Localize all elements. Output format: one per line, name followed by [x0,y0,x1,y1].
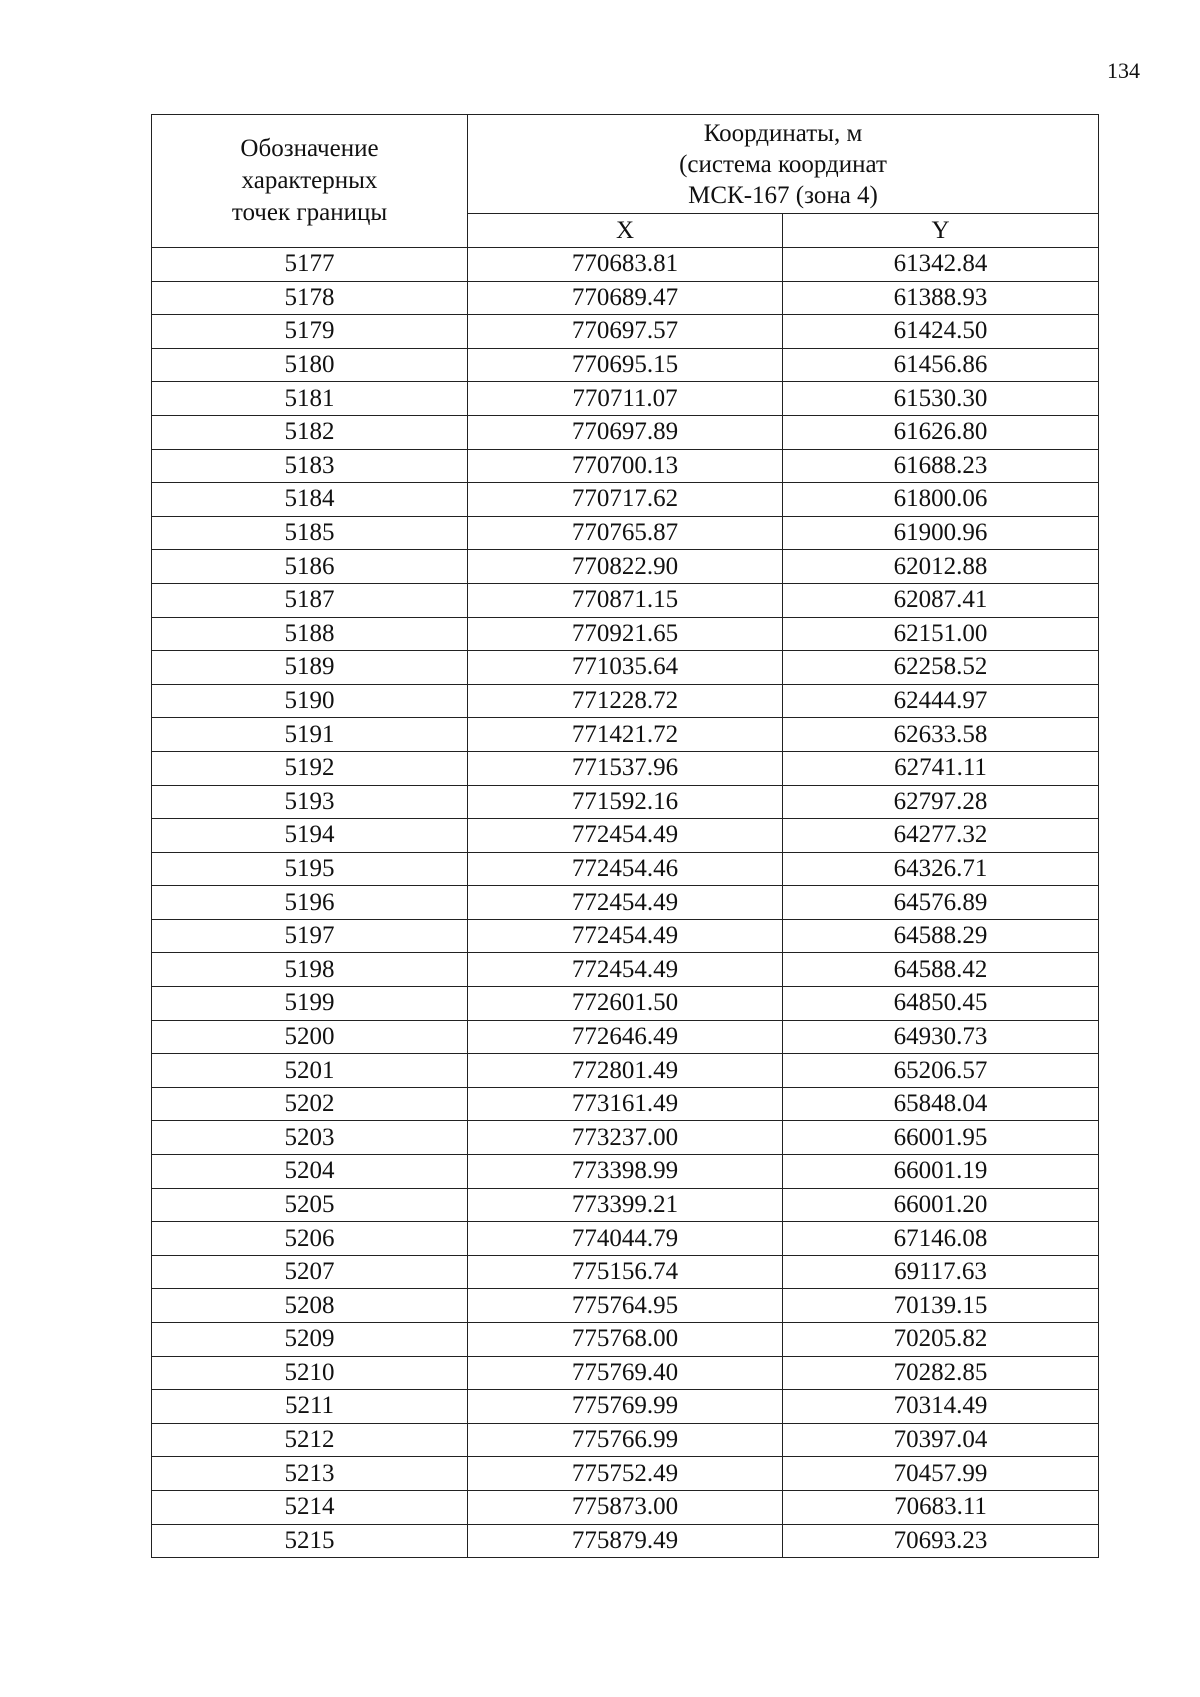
x-coordinate-cell: 773161.49 [468,1087,783,1121]
point-id-cell: 5193 [152,785,468,819]
point-id-cell: 5180 [152,348,468,382]
y-coordinate-cell: 62633.58 [783,718,1099,752]
x-coordinate-cell: 775768.00 [468,1323,783,1357]
y-coordinate-cell: 70314.49 [783,1390,1099,1424]
y-coordinate-cell: 70282.85 [783,1356,1099,1390]
x-coordinate-cell: 770822.90 [468,550,783,584]
point-id-cell: 5195 [152,852,468,886]
table-row [152,617,1099,651]
point-id-cell: 5194 [152,819,468,853]
x-coordinate-cell: 770711.07 [468,382,783,416]
table-row [152,785,1099,819]
page-number: 134 [1107,58,1140,83]
point-id-cell: 5210 [152,1356,468,1390]
x-coordinate-cell: 775769.40 [468,1356,783,1390]
y-coordinate-cell: 61424.50 [783,315,1099,349]
y-column-header: Y [783,214,1099,248]
x-coordinate-cell: 770921.65 [468,617,783,651]
table-row [152,919,1099,953]
table-row [152,1255,1099,1289]
y-coordinate-cell: 66001.95 [783,1121,1099,1155]
x-coordinate-cell: 771537.96 [468,751,783,785]
point-id-cell: 5186 [152,550,468,584]
point-id-cell: 5215 [152,1524,468,1558]
x-coordinate-cell: 775873.00 [468,1490,783,1524]
point-id-cell: 5207 [152,1255,468,1289]
point-id-cell: 5206 [152,1222,468,1256]
x-coordinate-cell: 771228.72 [468,684,783,718]
y-coordinate-cell: 62741.11 [783,751,1099,785]
y-coordinate-cell: 70683.11 [783,1490,1099,1524]
table-row [152,1289,1099,1323]
table-row [152,382,1099,416]
y-coordinate-cell: 67146.08 [783,1222,1099,1256]
y-coordinate-cell: 61456.86 [783,348,1099,382]
x-column-header: X [468,214,783,248]
point-id-cell: 5183 [152,449,468,483]
table-row [152,483,1099,517]
point-id-cell: 5177 [152,248,468,282]
y-coordinate-cell: 61388.93 [783,281,1099,315]
point-id-cell: 5184 [152,483,468,517]
point-id-cell: 5191 [152,718,468,752]
y-coordinate-cell: 61626.80 [783,415,1099,449]
table-row [152,516,1099,550]
point-id-cell: 5200 [152,1020,468,1054]
point-id-cell: 5203 [152,1121,468,1155]
y-coordinate-cell: 65206.57 [783,1054,1099,1088]
point-id-cell: 5208 [152,1289,468,1323]
table-row [152,550,1099,584]
table-row [152,248,1099,282]
point-id-cell: 5198 [152,953,468,987]
y-coordinate-cell: 70139.15 [783,1289,1099,1323]
x-coordinate-cell: 770717.62 [468,483,783,517]
table-header [152,115,1099,248]
table-row [152,1356,1099,1390]
coordinates-table [151,114,1099,1558]
point-id-cell: 5199 [152,987,468,1021]
point-id-cell: 5187 [152,583,468,617]
x-coordinate-cell: 771592.16 [468,785,783,819]
table-row [152,651,1099,685]
table-row [152,583,1099,617]
table-row [152,1423,1099,1457]
y-coordinate-cell: 61800.06 [783,483,1099,517]
y-coordinate-cell: 64326.71 [783,852,1099,886]
table-row [152,718,1099,752]
y-coordinate-cell: 61900.96 [783,516,1099,550]
table-row [152,1121,1099,1155]
table-row [152,953,1099,987]
table-row [152,415,1099,449]
y-coordinate-cell: 64576.89 [783,886,1099,920]
x-coordinate-cell: 772646.49 [468,1020,783,1054]
point-id-cell: 5212 [152,1423,468,1457]
table-row [152,1524,1099,1558]
point-id-cell: 5211 [152,1390,468,1424]
table-row [152,1087,1099,1121]
point-id-cell: 5209 [152,1323,468,1357]
x-coordinate-cell: 770765.87 [468,516,783,550]
y-coordinate-cell: 66001.20 [783,1188,1099,1222]
x-coordinate-cell: 770683.81 [468,248,783,282]
y-coordinate-cell: 62151.00 [783,617,1099,651]
y-coordinate-cell: 64588.29 [783,919,1099,953]
point-id-cell: 5205 [152,1188,468,1222]
x-coordinate-cell: 774044.79 [468,1222,783,1256]
x-coordinate-cell: 772801.49 [468,1054,783,1088]
point-id-cell: 5188 [152,617,468,651]
y-coordinate-cell: 62012.88 [783,550,1099,584]
y-coordinate-cell: 66001.19 [783,1155,1099,1189]
table-row [152,684,1099,718]
table-row [152,987,1099,1021]
y-coordinate-cell: 62258.52 [783,651,1099,685]
point-id-cell: 5185 [152,516,468,550]
table-body [152,248,1099,1558]
y-coordinate-cell: 70397.04 [783,1423,1099,1457]
y-coordinate-cell: 70693.23 [783,1524,1099,1558]
x-coordinate-cell: 770695.15 [468,348,783,382]
x-coordinate-cell: 770697.89 [468,415,783,449]
designation-header: Обозначение характерных точек границы [152,115,468,248]
point-id-cell: 5182 [152,415,468,449]
point-id-cell: 5178 [152,281,468,315]
point-id-cell: 5201 [152,1054,468,1088]
table-row [152,1490,1099,1524]
x-coordinate-cell: 772454.49 [468,953,783,987]
x-coordinate-cell: 772454.49 [468,919,783,953]
table-row [152,1020,1099,1054]
y-coordinate-cell: 61688.23 [783,449,1099,483]
point-id-cell: 5202 [152,1087,468,1121]
x-coordinate-cell: 770697.57 [468,315,783,349]
table-row [152,1188,1099,1222]
y-coordinate-cell: 61342.84 [783,248,1099,282]
point-id-cell: 5190 [152,684,468,718]
table-row [152,886,1099,920]
table-row [152,449,1099,483]
point-id-cell: 5196 [152,886,468,920]
y-coordinate-cell: 62797.28 [783,785,1099,819]
point-id-cell: 5214 [152,1490,468,1524]
table-row [152,852,1099,886]
x-coordinate-cell: 775156.74 [468,1255,783,1289]
table-row [152,1457,1099,1491]
table-row [152,348,1099,382]
y-coordinate-cell: 69117.63 [783,1255,1099,1289]
x-coordinate-cell: 775766.99 [468,1423,783,1457]
y-coordinate-cell: 64930.73 [783,1020,1099,1054]
x-coordinate-cell: 775769.99 [468,1390,783,1424]
y-coordinate-cell: 64850.45 [783,987,1099,1021]
x-coordinate-cell: 773237.00 [468,1121,783,1155]
table-row [152,1222,1099,1256]
y-coordinate-cell: 64588.42 [783,953,1099,987]
x-coordinate-cell: 773399.21 [468,1188,783,1222]
table-row [152,1323,1099,1357]
y-coordinate-cell: 62087.41 [783,583,1099,617]
x-coordinate-cell: 772601.50 [468,987,783,1021]
point-id-cell: 5179 [152,315,468,349]
point-id-cell: 5192 [152,751,468,785]
x-coordinate-cell: 772454.49 [468,886,783,920]
y-coordinate-cell: 64277.32 [783,819,1099,853]
y-coordinate-cell: 70205.82 [783,1323,1099,1357]
point-id-cell: 5197 [152,919,468,953]
point-id-cell: 5204 [152,1155,468,1189]
x-coordinate-cell: 773398.99 [468,1155,783,1189]
point-id-cell: 5181 [152,382,468,416]
table-row [152,1390,1099,1424]
table-row [152,1155,1099,1189]
table-row [152,1054,1099,1088]
y-coordinate-cell: 70457.99 [783,1457,1099,1491]
x-coordinate-cell: 770871.15 [468,583,783,617]
x-coordinate-cell: 775752.49 [468,1457,783,1491]
x-coordinate-cell: 770700.13 [468,449,783,483]
x-coordinate-cell: 770689.47 [468,281,783,315]
table-row [152,751,1099,785]
table-row [152,315,1099,349]
point-id-cell: 5189 [152,651,468,685]
x-coordinate-cell: 771421.72 [468,718,783,752]
table-row [152,819,1099,853]
y-coordinate-cell: 62444.97 [783,684,1099,718]
table-row [152,281,1099,315]
x-coordinate-cell: 772454.49 [468,819,783,853]
y-coordinate-cell: 61530.30 [783,382,1099,416]
x-coordinate-cell: 772454.46 [468,852,783,886]
x-coordinate-cell: 775764.95 [468,1289,783,1323]
x-coordinate-cell: 771035.64 [468,651,783,685]
y-coordinate-cell: 65848.04 [783,1087,1099,1121]
coordinates-header: Координаты, м (система координат МСК-167 (зона 4) [468,115,1099,214]
point-id-cell: 5213 [152,1457,468,1491]
x-coordinate-cell: 775879.49 [468,1524,783,1558]
